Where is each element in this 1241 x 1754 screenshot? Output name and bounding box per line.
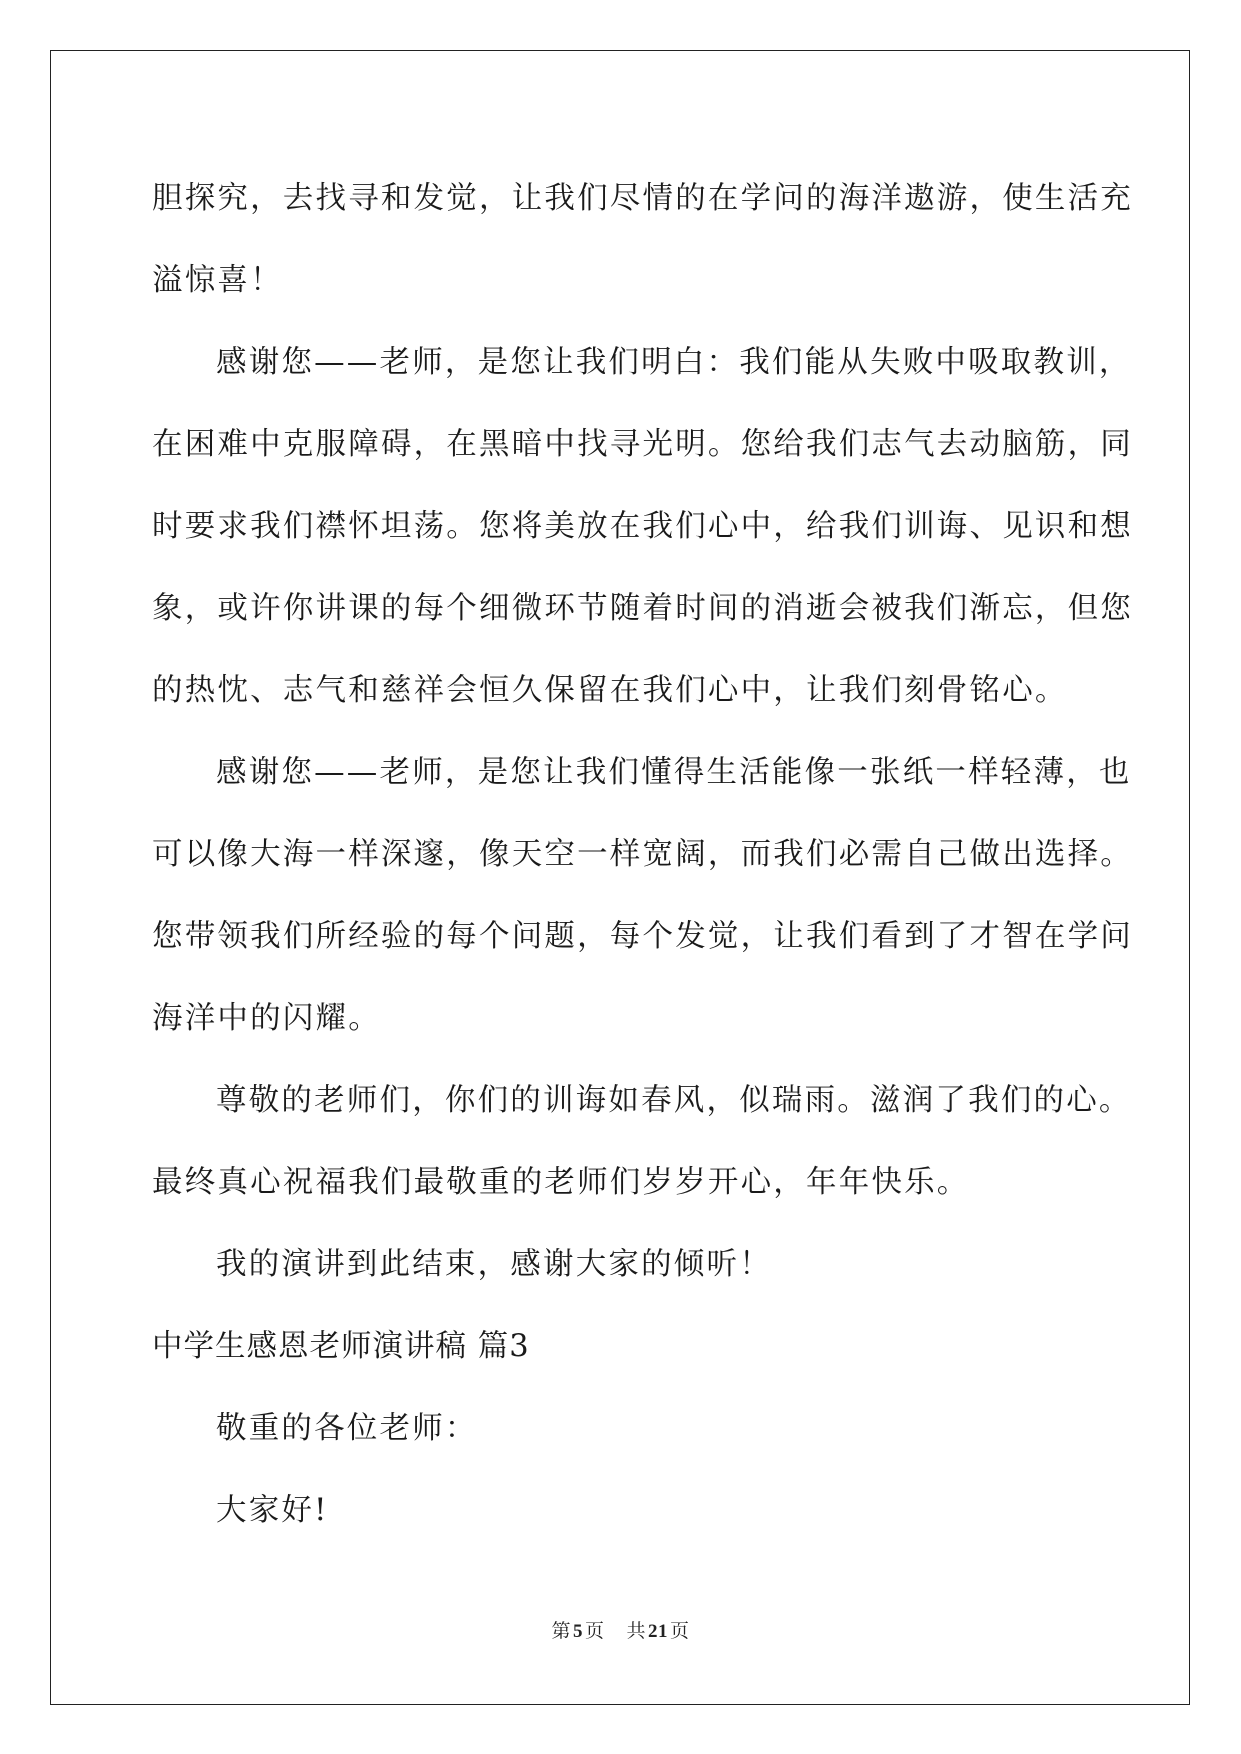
document-body [152,158,1133,1552]
text-line: 海洋中的闪耀。 [152,1001,381,1036]
total-pages: 21 [648,1621,669,1642]
text-line: 可以像大海一样深邃，像天空一样宽阔，而我们必需自己做出选择。 [152,837,1133,872]
text-line: 时要求我们襟怀坦荡。您将美放在我们心中，给我们训诲、见识和想 [152,509,1133,544]
text-line: 在困难中克服障碍，在黑暗中找寻光明。您给我们志气去动脑筋，同 [152,427,1133,462]
page-prefix: 第 [551,1621,571,1642]
text-line: 的热忱、志气和慈祥会恒久保留在我们心中，让我们刻骨铭心。 [152,673,1068,708]
page-footer [0,1616,1241,1643]
total-prefix: 共 [626,1621,647,1642]
text-line: 您带领我们所经验的每个问题，每个发觉，让我们看到了才智在学问 [152,919,1133,954]
paragraph-start: 感谢您——老师，是您让我们懂得生活能像一张纸一样轻薄，也 [216,755,1132,790]
text-line: 最终真心祝福我们最敬重的老师们岁岁开心，年年快乐。 [152,1165,970,1200]
page-suffix: 页 [584,1621,605,1642]
paragraph-start: 我的演讲到此结束，感谢大家的倾听！ [216,1247,772,1282]
text-line: 象，或许你讲课的每个细微环节随着时间的消逝会被我们渐忘，但您 [152,591,1133,626]
total-suffix: 页 [670,1621,690,1642]
greeting: 大家好! [216,1493,329,1528]
paragraph-start: 尊敬的老师们，你们的训诲如春风，似瑞雨。滋润了我们的心。 [216,1083,1132,1118]
text-line: 胆探究，去找寻和发觉，让我们尽情的在学问的海洋遨游，使生活充 [152,181,1133,216]
page-number: 5 [572,1621,583,1642]
salutation: 敬重的各位老师： [216,1411,478,1446]
text-line: 溢惊喜！ [152,263,283,298]
paragraph-start: 感谢您——老师，是您让我们明白：我们能从失败中吸取教训， [216,345,1132,380]
section-heading: 中学生感恩老师演讲稿 篇3 [152,1329,530,1364]
